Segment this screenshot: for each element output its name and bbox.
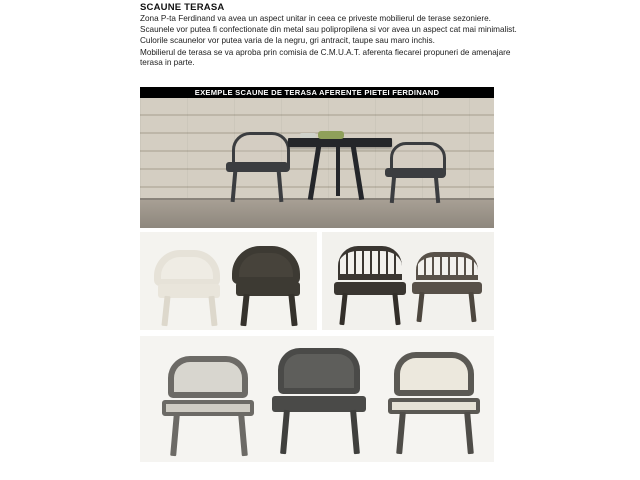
backrest [154,250,220,286]
leg-front [240,294,249,326]
backrest [232,246,300,284]
figure-pair-spindle [322,232,494,330]
paragraph-3: Culorile scaunelor vor putea varia de la negru, gri antracit, taupe sau maro inchis. [140,36,435,46]
figure-pair-stackable [140,232,317,330]
leg-back [464,412,474,454]
leg-back [350,410,360,454]
section-banner: EXEMPLE SCAUNE DE TERASA AFERENTE PIETEI FERDINAND [140,87,494,98]
table-item-plant [318,131,344,139]
leg-front [339,293,347,325]
leg-back [468,292,476,322]
text-block [140,2,532,69]
chair-armchair-cream [388,352,480,456]
paragraph-1: Zona P-ta Ferdinand va avea un aspect unitar in ceea ce priveste mobilierul de terase sezoniere. [140,14,491,23]
leg-back [208,296,217,326]
leg-front [280,410,290,454]
backrest [338,246,402,280]
chair-armchair-anthracite [272,348,366,456]
leg-back [392,293,400,325]
backrest [394,352,474,396]
paragraph-2: Scaunele vor putea fi confectionate din metal sau polipropilena si vor avea un aspect cat mai minimalist. [140,25,517,35]
leg-back [238,414,248,456]
figure-trio-armchairs [140,336,494,462]
page-title: SCAUNE TERASA [140,2,225,13]
backrest [416,252,478,280]
figure-terrace-set [140,98,494,228]
table-leg-center [336,146,340,196]
table-top [288,138,392,147]
table-item-tray [300,133,316,138]
leg-front [416,292,424,322]
paragraph-4: Mobilierul de terasa se va aproba prin comisia de C.M.U.A.T. aferenta fiecarei propuneri de amenajare terasa in parte. [140,47,511,67]
backrest [168,356,248,398]
chair-cream-tub [154,250,226,324]
leg-front [170,414,180,456]
leg-front [396,412,406,454]
backrest [278,348,360,394]
leg-back [288,294,297,326]
chair-armchair-grey [162,356,254,456]
terrace-floor [140,198,494,228]
leg-front [161,296,170,326]
chair-dark-tub [232,246,306,324]
chair-spindle-dark [334,246,408,326]
chair-spindle-light [412,252,484,326]
